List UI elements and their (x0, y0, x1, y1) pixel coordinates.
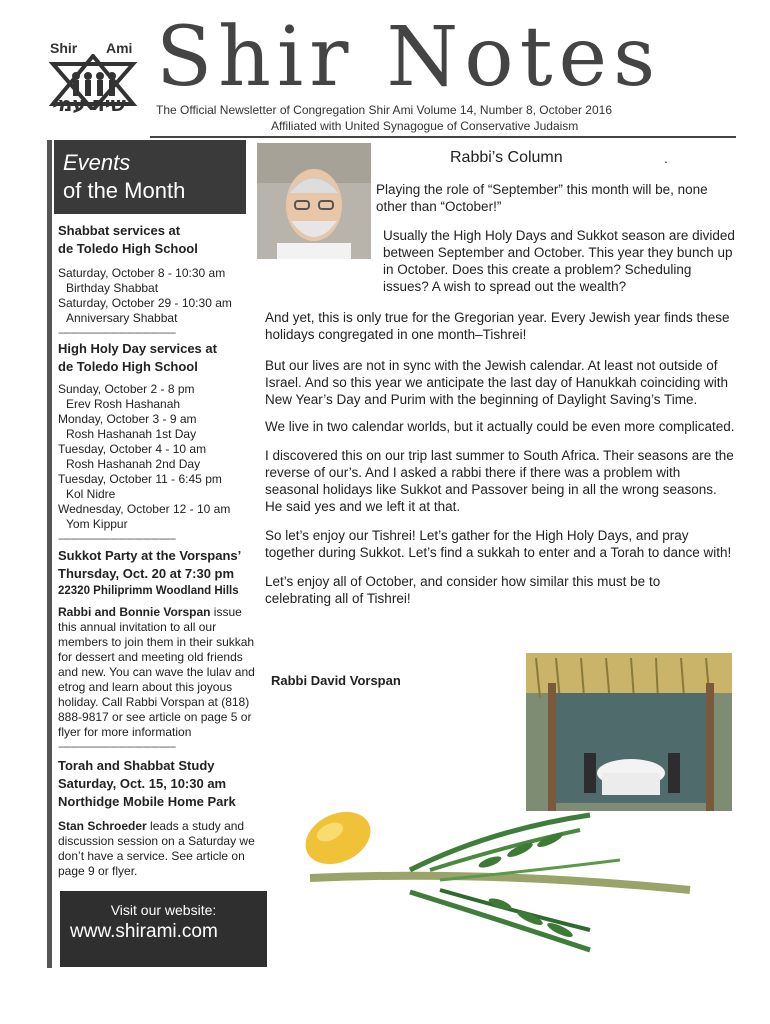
rabbi-paragraph: And yet, this is only true for the Gregorian year. Every Jewish year finds these holidays congregated in one month–Tishrei! (265, 310, 730, 342)
high-holy-item: Rosh Hashanah 1st Day (66, 427, 197, 441)
logo-hebrew-text: שיר עמי (52, 92, 126, 116)
website-label: Visit our website: (110, 902, 217, 918)
torah-heading-line2: Saturday, Oct. 15, 10:30 am (58, 776, 227, 791)
rabbi-paragraph: But our lives are not in sync with the Jewish calendar. At least not outside of Israel. And so this year we anticipate the last day of Hanukkah coinciding with New Year’s Day and Purim with the beginning of Daylight Saving’s Time. (265, 358, 729, 407)
logo-shir-text: Shir (50, 40, 78, 56)
high-holy-item: Rosh Hashanah 2nd Day (66, 457, 201, 471)
sukkot-section (58, 547, 263, 755)
events-title-line1: Events (63, 150, 131, 175)
sukkot-heading-line1: Sukkot Party at the Vorspans’ (58, 548, 242, 563)
rabbi-paragraph: Let’s enjoy all of October, and consider how similar this must be to celebrating all of Tishrei! (265, 574, 661, 606)
events-title-line2: of the Month (63, 178, 186, 203)
high-holy-item: Kol Nidre (66, 487, 116, 501)
shabbat-item: Anniversary Shabbat (66, 311, 178, 325)
sukkot-body (58, 605, 258, 740)
rabbi-paragraph: So let’s enjoy our Tishrei! Let’s gather for the High Holy Days, and pray together during Sukkot. Let’s find a sukkah to enter and a Torah to dance with! (265, 528, 732, 560)
high-holy-item: Yom Kippur (66, 517, 128, 531)
section-separator: -------------------------------------------- (58, 327, 176, 339)
header-divider (150, 136, 736, 138)
newsletter-subtitle: The Official Newsletter of Congregation Shir Ami Volume 14, Number 8, October 2016 (156, 103, 613, 117)
torah-heading-line1: Torah and Shabbat Study (58, 758, 215, 773)
high-holy-item: Wednesday, October 12 - 10 am (58, 502, 231, 516)
rabbi-paragraph: Usually the High Holy Days and Sukkot season are divided between September and October. This year they bunch up in October. Does this create a problem? Scheduling issues? A wish to spread out the wealth? (383, 228, 735, 294)
lulav-etrog-image (290, 800, 710, 960)
rabbi-column-dot: . (664, 150, 668, 166)
rabbi-column-title: Rabbi’s Column (450, 149, 563, 166)
sukkah-image (526, 653, 732, 811)
left-column-bar (47, 140, 52, 968)
website-link[interactable]: www.shirami.com (70, 921, 218, 942)
shabbat-heading-line2: de Toledo High School (58, 241, 198, 256)
high-holy-item: Erev Rosh Hashanah (66, 397, 181, 411)
shabbat-item: Saturday, October 29 - 10:30 am (58, 296, 232, 310)
rabbi-paragraph: I discovered this on our trip last summer to South Africa. Their seasons are the reverse of our’s. And I asked a rabbi there if there was a problem with seasonal holidays like Sukkot and Passover being in all the wrong seasons. He said yes and we left it at that. (265, 448, 734, 514)
high-holy-item: Tuesday, October 11 - 6:45 pm (58, 472, 222, 486)
shabbat-section (58, 222, 258, 341)
etrog-icon (297, 802, 379, 874)
congregation-logo (48, 40, 138, 126)
high-holy-heading-line1: High Holy Day services at (58, 341, 217, 356)
torah-leader: Stan Schroeder (58, 819, 147, 833)
torah-section (58, 757, 258, 879)
high-holy-heading-line2: de Toledo High School (58, 359, 198, 374)
sukkot-body-text: issue this annual invitation to all our members to join them in their sukkah for dessert and meeting old friends and new. You can wave the lulav and etrog and learn about this joyous holiday. Call Rabbi Vorspan at (818) 888-9817 or see article on page 5 or flyer for more information (58, 605, 255, 739)
affiliation-line: Affiliated with United Synagogue of Conservative Judaism (271, 119, 579, 133)
sukkot-address: 22320 Philiprimm Woodland Hills (58, 585, 239, 597)
section-separator: -------------------------------------------- (58, 533, 176, 545)
torah-body (58, 819, 258, 879)
rabbi-paragraph: Playing the role of “September” this month will be, none other than “October!” (376, 182, 708, 214)
sukkot-heading-line2: Thursday, Oct. 20 at 7:30 pm (58, 566, 235, 581)
sukkot-hosts: Rabbi and Bonnie Vorspan (58, 605, 211, 619)
high-holy-item: Monday, October 3 - 9 am (58, 412, 197, 426)
sukkah-photo (526, 653, 732, 811)
logo-ami-text: Ami (106, 40, 133, 56)
rabbi-body (265, 227, 735, 607)
torah-heading-line3: Northidge Mobile Home Park (58, 794, 236, 809)
torah-body-text: leads a study and discussion session on a Saturday we don’t have a service. See article on page 9 or flyer. (58, 819, 255, 878)
section-separator: -------------------------------------------- (58, 741, 176, 753)
high-holy-item: Tuesday, October 4 - 10 am (58, 442, 207, 456)
shabbat-heading-line1: Shabbat services at (58, 223, 181, 238)
shabbat-item: Birthday Shabbat (66, 281, 159, 295)
shabbat-item: Saturday, October 8 - 10:30 am (58, 266, 226, 280)
rabbi-paragraph: We live in two calendar worlds, but it actually could be even more complicated. (265, 419, 735, 434)
rabbi-signature: Rabbi David Vorspan (271, 673, 401, 688)
high-holy-item: Sunday, October 2 - 8 pm (58, 382, 195, 396)
high-holy-section (58, 340, 258, 547)
masthead-title: Shir Notes (156, 10, 662, 105)
